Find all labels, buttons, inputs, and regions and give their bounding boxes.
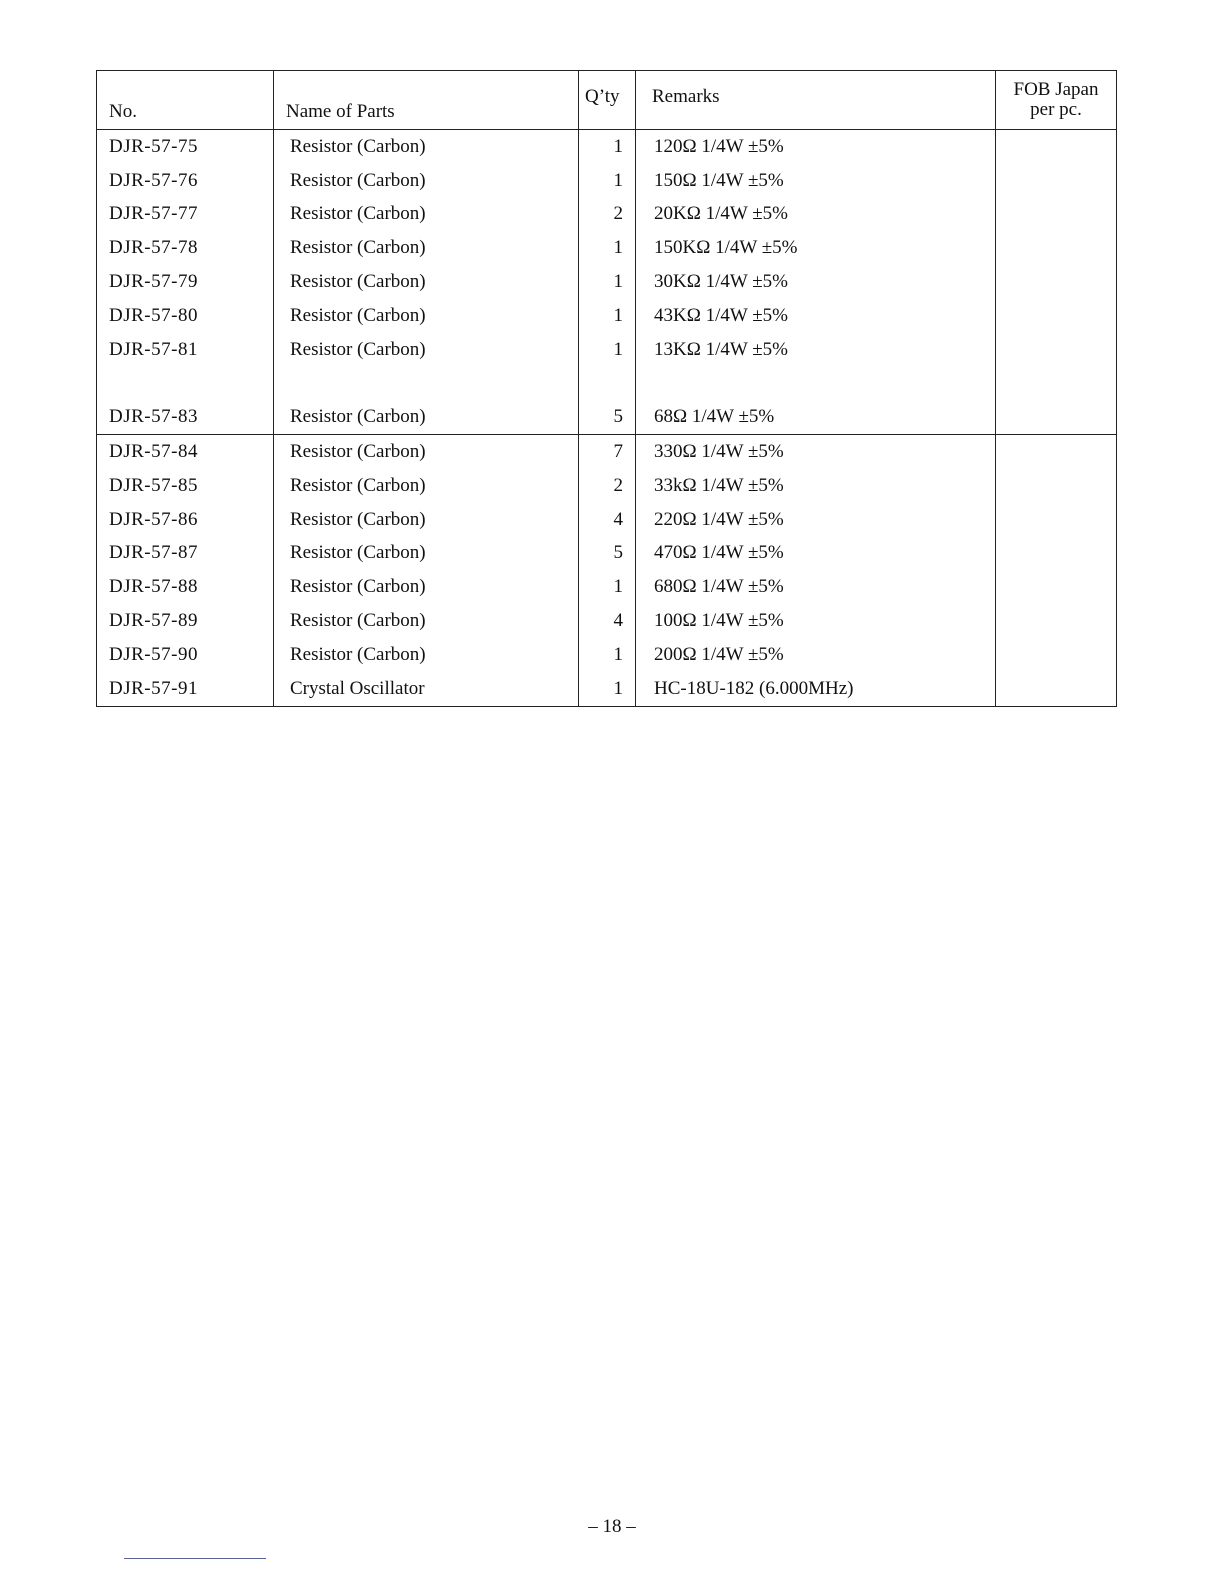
part-name: Resistor (Carbon) bbox=[274, 469, 579, 503]
part-remarks: 33kΩ 1/4W ±5% bbox=[636, 469, 996, 503]
empty-cell bbox=[97, 367, 274, 401]
part-number: DJR-57-91 bbox=[97, 672, 274, 706]
header-qty: Q’ty bbox=[579, 71, 636, 130]
part-remarks: HC-18U-182 (6.000MHz) bbox=[636, 672, 996, 706]
part-number: DJR-57-80 bbox=[97, 299, 274, 333]
part-fob-price bbox=[996, 198, 1117, 232]
part-fob-price bbox=[996, 503, 1117, 537]
header-no: No. bbox=[97, 71, 274, 130]
footer-rule bbox=[124, 1558, 266, 1559]
part-fob-price bbox=[996, 130, 1117, 164]
table-row bbox=[97, 299, 1117, 333]
part-fob-price bbox=[996, 469, 1117, 503]
part-qty: 2 bbox=[579, 469, 636, 503]
part-number: DJR-57-89 bbox=[97, 604, 274, 638]
part-qty: 1 bbox=[579, 672, 636, 706]
part-name: Resistor (Carbon) bbox=[274, 604, 579, 638]
part-qty: 1 bbox=[579, 231, 636, 265]
part-fob-price bbox=[996, 400, 1117, 434]
part-name: Resistor (Carbon) bbox=[274, 231, 579, 265]
part-number: DJR-57-81 bbox=[97, 333, 274, 367]
part-fob-price bbox=[996, 537, 1117, 571]
part-qty: 2 bbox=[579, 198, 636, 232]
table-row bbox=[97, 604, 1117, 638]
part-number: DJR-57-90 bbox=[97, 638, 274, 672]
part-number: DJR-57-77 bbox=[97, 198, 274, 232]
parts-table bbox=[96, 70, 1117, 707]
table-row bbox=[97, 333, 1117, 367]
table-row bbox=[97, 570, 1117, 604]
table-gap-row bbox=[97, 367, 1117, 401]
part-fob-price bbox=[996, 604, 1117, 638]
table-row bbox=[97, 231, 1117, 265]
part-fob-price bbox=[996, 164, 1117, 198]
part-qty: 5 bbox=[579, 537, 636, 571]
part-remarks: 150Ω 1/4W ±5% bbox=[636, 164, 996, 198]
part-qty: 1 bbox=[579, 638, 636, 672]
part-qty: 1 bbox=[579, 299, 636, 333]
part-number: DJR-57-76 bbox=[97, 164, 274, 198]
part-remarks: 470Ω 1/4W ±5% bbox=[636, 537, 996, 571]
table-row bbox=[97, 130, 1117, 164]
table-body bbox=[97, 130, 1117, 707]
part-number: DJR-57-78 bbox=[97, 231, 274, 265]
part-name: Resistor (Carbon) bbox=[274, 265, 579, 299]
empty-cell bbox=[996, 367, 1117, 401]
table-row bbox=[97, 164, 1117, 198]
table-row bbox=[97, 638, 1117, 672]
table-header bbox=[97, 71, 1117, 130]
part-remarks: 680Ω 1/4W ±5% bbox=[636, 570, 996, 604]
header-fob-line2: per pc. bbox=[1030, 99, 1082, 120]
page-number: – 18 – bbox=[588, 1516, 636, 1537]
part-name: Resistor (Carbon) bbox=[274, 503, 579, 537]
header-fob-line1: FOB Japan bbox=[1013, 79, 1099, 100]
part-number: DJR-57-87 bbox=[97, 537, 274, 571]
part-remarks: 200Ω 1/4W ±5% bbox=[636, 638, 996, 672]
table-row bbox=[97, 198, 1117, 232]
part-name: Resistor (Carbon) bbox=[274, 130, 579, 164]
header-remarks: Remarks bbox=[636, 71, 996, 130]
part-number: DJR-57-85 bbox=[97, 469, 274, 503]
part-remarks: 220Ω 1/4W ±5% bbox=[636, 503, 996, 537]
part-name: Resistor (Carbon) bbox=[274, 638, 579, 672]
part-number: DJR-57-79 bbox=[97, 265, 274, 299]
part-fob-price bbox=[996, 435, 1117, 469]
part-remarks: 30KΩ 1/4W ±5% bbox=[636, 265, 996, 299]
table-row bbox=[97, 537, 1117, 571]
part-qty: 1 bbox=[579, 130, 636, 164]
part-fob-price bbox=[996, 231, 1117, 265]
part-name: Resistor (Carbon) bbox=[274, 570, 579, 604]
part-remarks: 20KΩ 1/4W ±5% bbox=[636, 198, 996, 232]
header-fob-japan bbox=[996, 71, 1117, 130]
empty-cell bbox=[274, 367, 579, 401]
part-remarks: 43KΩ 1/4W ±5% bbox=[636, 299, 996, 333]
part-fob-price bbox=[996, 299, 1117, 333]
header-name-of-parts: Name of Parts bbox=[274, 71, 579, 130]
part-name: Resistor (Carbon) bbox=[274, 537, 579, 571]
part-name: Crystal Oscillator bbox=[274, 672, 579, 706]
part-number: DJR-57-86 bbox=[97, 503, 274, 537]
part-remarks: 150KΩ 1/4W ±5% bbox=[636, 231, 996, 265]
part-fob-price bbox=[996, 638, 1117, 672]
part-remarks: 13KΩ 1/4W ±5% bbox=[636, 333, 996, 367]
part-remarks: 100Ω 1/4W ±5% bbox=[636, 604, 996, 638]
empty-cell bbox=[636, 367, 996, 401]
part-qty: 4 bbox=[579, 503, 636, 537]
part-fob-price bbox=[996, 265, 1117, 299]
part-fob-price bbox=[996, 672, 1117, 706]
part-name: Resistor (Carbon) bbox=[274, 333, 579, 367]
table-row bbox=[97, 435, 1117, 469]
part-number: DJR-57-84 bbox=[97, 435, 274, 469]
header-row bbox=[97, 71, 1117, 130]
part-number: DJR-57-75 bbox=[97, 130, 274, 164]
part-remarks: 120Ω 1/4W ±5% bbox=[636, 130, 996, 164]
part-fob-price bbox=[996, 333, 1117, 367]
part-name: Resistor (Carbon) bbox=[274, 435, 579, 469]
part-number: DJR-57-88 bbox=[97, 570, 274, 604]
part-remarks: 330Ω 1/4W ±5% bbox=[636, 435, 996, 469]
part-qty: 7 bbox=[579, 435, 636, 469]
part-qty: 1 bbox=[579, 265, 636, 299]
part-qty: 1 bbox=[579, 570, 636, 604]
part-remarks: 68Ω 1/4W ±5% bbox=[636, 400, 996, 434]
table-row bbox=[97, 672, 1117, 706]
table-row bbox=[97, 400, 1117, 434]
part-name: Resistor (Carbon) bbox=[274, 164, 579, 198]
part-qty: 1 bbox=[579, 333, 636, 367]
table-row bbox=[97, 265, 1117, 299]
table-row bbox=[97, 503, 1117, 537]
part-name: Resistor (Carbon) bbox=[274, 400, 579, 434]
empty-cell bbox=[579, 367, 636, 401]
part-qty: 4 bbox=[579, 604, 636, 638]
part-qty: 1 bbox=[579, 164, 636, 198]
part-fob-price bbox=[996, 570, 1117, 604]
part-name: Resistor (Carbon) bbox=[274, 299, 579, 333]
table-row bbox=[97, 469, 1117, 503]
part-name: Resistor (Carbon) bbox=[274, 198, 579, 232]
part-qty: 5 bbox=[579, 400, 636, 434]
part-number: DJR-57-83 bbox=[97, 400, 274, 434]
